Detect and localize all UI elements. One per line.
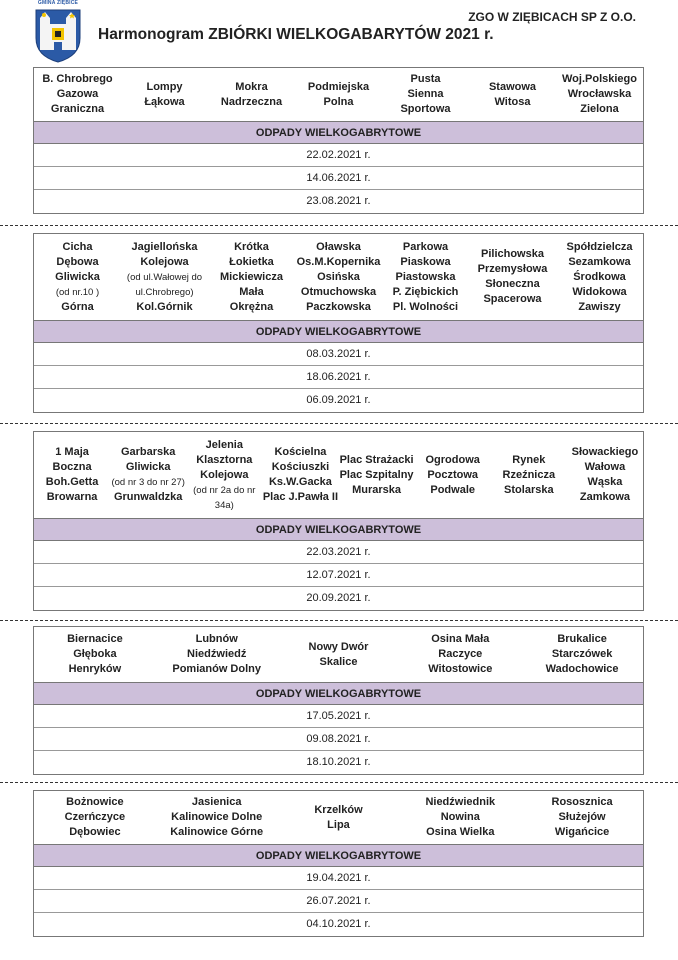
- street-name: Ogrodowa: [425, 453, 480, 466]
- street-group: [295, 240, 382, 315]
- street-name: Podmiejska: [307, 80, 370, 93]
- street-name: Głęboka: [73, 648, 117, 660]
- street-group: [278, 803, 400, 833]
- street-name: Spacerowa: [483, 293, 542, 305]
- street-name: Jagiellońska: [131, 240, 198, 253]
- page-header: [0, 0, 678, 60]
- street-name: Sportowa: [400, 103, 451, 115]
- collection-date: 19.04.2021 r.: [34, 867, 643, 890]
- schedule-block: [33, 233, 644, 413]
- dashed-separator: [0, 782, 678, 783]
- street-group: [34, 445, 110, 505]
- street-name: Skalice: [319, 655, 358, 668]
- dashed-separator: [0, 620, 678, 621]
- street-name: Pl. Wolności: [392, 300, 459, 313]
- street-name: Klasztorna: [196, 453, 253, 466]
- street-name: Kolejowa: [200, 468, 249, 481]
- schedule-block: [33, 790, 644, 937]
- street-name: Kalinowice Górne: [170, 826, 264, 838]
- street-name: Brukalice: [557, 633, 607, 645]
- street-name: Murarska: [352, 483, 402, 496]
- collection-date: 14.06.2021 r.: [34, 167, 643, 190]
- street-group: [491, 453, 567, 498]
- street-group: [208, 80, 295, 110]
- street-group: [399, 795, 521, 840]
- street-group: [34, 632, 156, 677]
- street-list: [34, 234, 643, 320]
- street-name: Rososznica: [551, 796, 613, 808]
- street-group: [521, 795, 643, 840]
- street-name: Plac Strażacki: [339, 453, 414, 466]
- street-name: Boh.Getta: [45, 476, 99, 488]
- street-name: Kościelna: [274, 446, 327, 458]
- street-name: Pusta: [410, 73, 441, 85]
- collection-date: 26.07.2021 r.: [34, 890, 643, 913]
- collection-date: 22.02.2021 r.: [34, 144, 643, 167]
- crest-caption: GMINA ZIĘBICE: [37, 0, 79, 6]
- street-name: Os.M.Kopernika: [296, 255, 381, 268]
- street-group: [262, 445, 338, 505]
- street-name: Stolarska: [504, 483, 554, 496]
- street-name: Jelenia: [205, 438, 243, 451]
- street-group: [399, 632, 521, 677]
- collection-date: 20.09.2021 r.: [306, 592, 371, 604]
- street-name: Dębowa: [56, 255, 99, 268]
- street-name: Osina Mała: [431, 633, 490, 645]
- collection-date: 17.05.2021 r.: [34, 705, 643, 728]
- collection-date: 06.09.2021 r.: [306, 394, 371, 406]
- street-name: Boczna: [52, 461, 92, 473]
- street-group: [469, 247, 556, 307]
- street-group: [469, 80, 556, 110]
- street-name: Stawowa: [488, 80, 537, 93]
- street-name: 1 Maja: [55, 446, 89, 458]
- street-name: Zielona: [580, 103, 619, 115]
- street-name: Podwale: [430, 483, 475, 496]
- collection-date: 18.06.2021 r.: [34, 366, 643, 389]
- street-name: Spółdzielcza: [566, 240, 633, 253]
- street-list: [34, 68, 643, 121]
- street-name: Woj.Polskiego: [562, 73, 637, 85]
- street-group: [567, 445, 643, 505]
- street-name: Wrocławska: [567, 88, 632, 100]
- street-name: Henryków: [68, 663, 122, 675]
- schedule-block: [33, 67, 644, 214]
- street-name: B. Chrobrego: [42, 73, 113, 85]
- street-name: Lompy: [146, 80, 183, 93]
- street-name: Mała: [239, 285, 264, 298]
- street-name: Cicha: [62, 240, 93, 253]
- collection-date: 22.03.2021 r.: [34, 541, 643, 564]
- street-group: [556, 240, 643, 315]
- street-note: ul.Chrobrego): [135, 286, 194, 298]
- street-name: Biernacice: [67, 633, 123, 645]
- street-list: [34, 432, 643, 518]
- street-group: [121, 240, 208, 315]
- street-group: [415, 453, 491, 498]
- waste-category-bar: ODPADY WIELKOGABRYTOWE: [34, 320, 643, 343]
- collection-date: 12.07.2021 r.: [34, 564, 643, 587]
- street-name: Nowy Dwór: [308, 640, 369, 653]
- street-note: (od nr 3 do nr 27): [111, 477, 185, 488]
- schedule-block: [33, 431, 644, 611]
- street-name: Niedźwiednik: [425, 796, 496, 808]
- street-name: Niedźwiedź: [187, 648, 247, 660]
- waste-category-bar: ODPADY WIELKOGABRYTOWE: [34, 682, 643, 705]
- street-name: Witostowice: [428, 663, 493, 675]
- street-name: Kalinowice Dolne: [171, 811, 263, 823]
- street-name: Zamkowa: [579, 491, 630, 503]
- street-name: Pilichowska: [481, 248, 544, 260]
- street-name: P. Ziębickich: [392, 285, 459, 298]
- street-name: Słowackiego: [571, 446, 639, 458]
- street-group: [34, 72, 121, 117]
- street-name: Lubnów: [195, 633, 238, 645]
- street-name: Gazowa: [56, 88, 99, 100]
- street-name: Lipa: [327, 818, 350, 831]
- street-group: [34, 795, 156, 840]
- street-name: Pocztowa: [427, 468, 479, 481]
- street-name: Górna: [61, 300, 94, 313]
- street-name: Paczkowska: [306, 300, 371, 313]
- street-name: Osińska: [317, 270, 360, 283]
- collection-date: 18.10.2021 r.: [306, 756, 371, 768]
- street-name: Witosa: [494, 95, 531, 108]
- street-name: Oławska: [316, 240, 361, 253]
- street-name: Dębowiec: [69, 826, 121, 838]
- street-note: (od nr 2a do nr 34a): [193, 484, 256, 511]
- company-name: ZGO W ZIĘBICACH SP Z O.O.: [468, 10, 636, 24]
- street-name: Sezamkowa: [568, 255, 631, 268]
- street-name: Parkowa: [402, 240, 449, 253]
- street-name: Bożnowice: [66, 796, 124, 808]
- street-group: [156, 632, 278, 677]
- street-name: Rzeźnicza: [502, 468, 556, 481]
- street-name: Mokra: [235, 80, 268, 93]
- street-note: (od nr.10 ): [55, 286, 100, 298]
- collection-date: 04.10.2021 r.: [306, 918, 371, 930]
- street-list: [34, 791, 643, 844]
- street-group: [521, 632, 643, 677]
- schedule-block: [33, 626, 644, 775]
- street-name: Przemysłowa: [477, 263, 548, 275]
- street-group: [556, 72, 643, 117]
- street-group: [121, 80, 208, 110]
- street-name: Jasienica: [191, 796, 242, 808]
- street-name: Nadrzeczna: [220, 95, 283, 108]
- street-group: [339, 453, 415, 498]
- waste-category-bar: ODPADY WIELKOGABRYTOWE: [34, 518, 643, 541]
- street-name: Środkowa: [573, 270, 626, 283]
- collection-date: 23.08.2021 r.: [306, 195, 371, 207]
- street-name: Garbarska: [120, 446, 176, 458]
- street-name: Kol.Górnik: [136, 300, 193, 313]
- street-name: Raczyce: [438, 648, 483, 660]
- street-name: Nowina: [440, 811, 480, 823]
- street-name: Grunwaldzka: [113, 491, 183, 503]
- street-name: Wigańcice: [554, 826, 610, 838]
- street-name: Pomianów Dolny: [172, 663, 261, 675]
- street-name: Browarna: [46, 491, 98, 503]
- street-name: Gliwicka: [55, 270, 100, 283]
- coat-of-arms-icon: [32, 2, 84, 64]
- street-group: [208, 240, 295, 315]
- street-name: Krótka: [234, 240, 269, 253]
- street-group: [34, 240, 121, 315]
- page-title: Harmonogram ZBIÓRKI WIELKOGABARYTÓW 2021 r.: [98, 26, 494, 43]
- street-name: Rynek: [512, 453, 546, 466]
- dashed-separator: [0, 225, 678, 226]
- street-group: [295, 80, 382, 110]
- street-name: Łokietka: [229, 255, 274, 268]
- street-group: [278, 640, 400, 670]
- street-name: Osina Wielka: [426, 826, 495, 838]
- street-list: [34, 627, 643, 682]
- street-group: [110, 445, 186, 505]
- dashed-separator: [0, 423, 678, 424]
- street-name: Krzelków: [314, 803, 363, 816]
- street-name: Plac J.Pawła II: [262, 491, 339, 503]
- street-name: Starczówek: [551, 648, 613, 660]
- street-name: Mickiewicza: [220, 270, 283, 283]
- street-name: Służejów: [558, 811, 606, 823]
- waste-category-bar: ODPADY WIELKOGABRYTOWE: [34, 121, 643, 144]
- street-name: Polna: [323, 95, 354, 108]
- street-name: Okrężna: [229, 300, 274, 313]
- street-name: Kolejowa: [140, 255, 189, 268]
- street-group: [186, 438, 262, 513]
- street-name: Piaskowa: [400, 255, 451, 268]
- street-name: Łąkowa: [144, 95, 185, 108]
- waste-category-bar: ODPADY WIELKOGABRYTOWE: [34, 844, 643, 867]
- street-name: Sienna: [407, 88, 444, 100]
- street-name: Wałowa: [584, 461, 626, 473]
- street-name: Widokowa: [572, 285, 627, 298]
- street-group: [382, 72, 469, 117]
- street-name: Wadochowice: [545, 663, 619, 675]
- street-name: Otmuchowska: [300, 285, 377, 298]
- street-name: Piastowska: [395, 270, 456, 283]
- street-name: Kościuszki: [271, 461, 330, 473]
- street-name: Plac Szpitalny: [339, 468, 414, 481]
- street-name: Graniczna: [50, 103, 105, 115]
- street-name: Zawiszy: [578, 300, 621, 313]
- street-note: (od ul.Wałowej do: [126, 271, 203, 283]
- street-name: Wąska: [587, 476, 623, 488]
- collection-date: 08.03.2021 r.: [34, 343, 643, 366]
- street-name: Słoneczna: [485, 278, 540, 290]
- collection-date: 09.08.2021 r.: [34, 728, 643, 751]
- street-name: Ks.W.Gacka: [268, 476, 332, 488]
- street-group: [156, 795, 278, 840]
- street-name: Gliwicka: [125, 461, 171, 473]
- street-name: Czerńczyce: [64, 811, 126, 823]
- street-group: [382, 240, 469, 315]
